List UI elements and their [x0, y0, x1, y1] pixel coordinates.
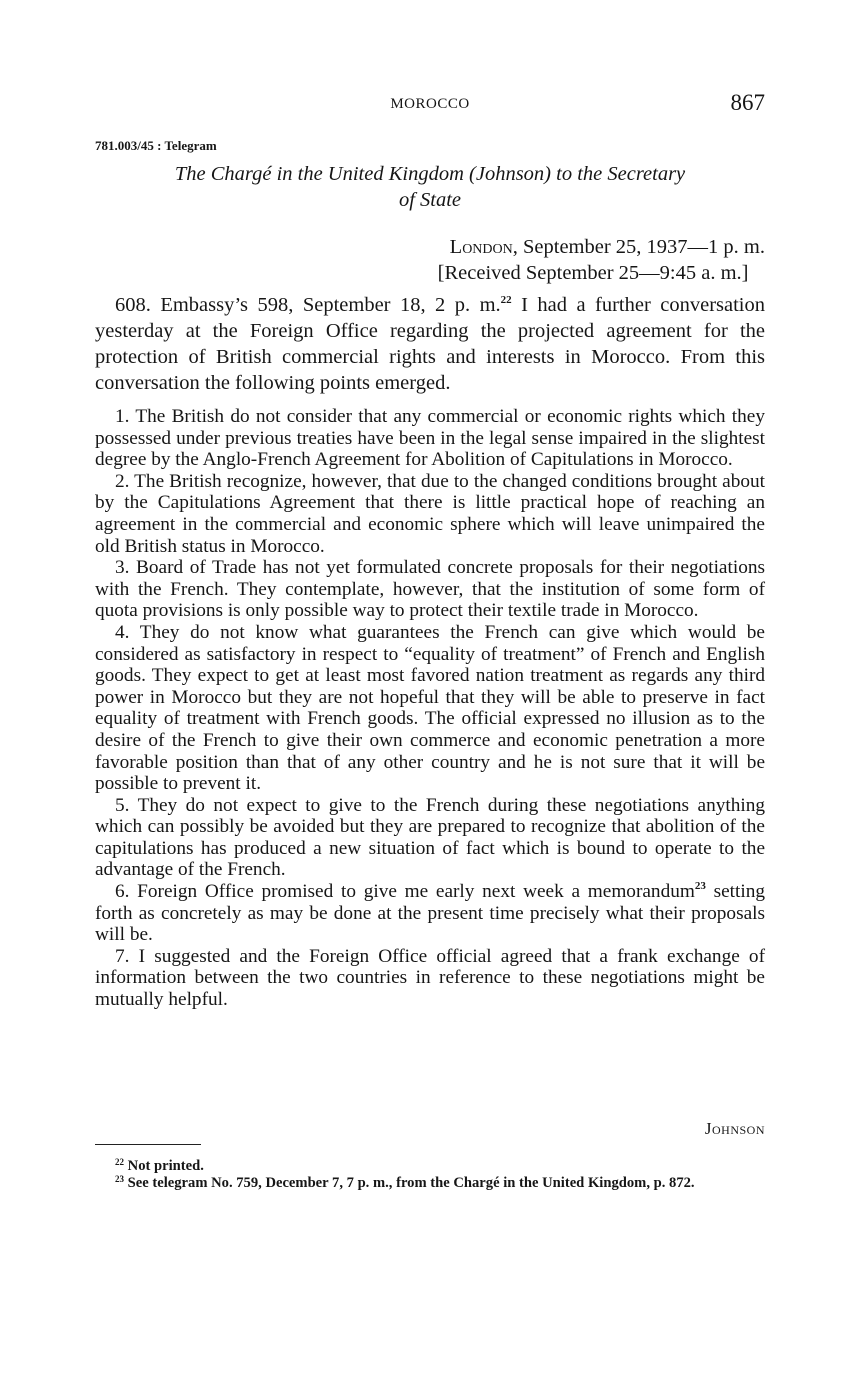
point-3: 3. Board of Trade has not yet formulated concrete proposals for their negotiations with the French. They contemplate, however, that the institution of some form of quota provisions is only possible way to protect their textile trade in Morocco. [95, 557, 765, 622]
point-6 [95, 881, 765, 946]
footnote-22-mark: 22 [115, 1157, 124, 1167]
signature: Johnson [704, 1119, 765, 1138]
footnote-ref-23[interactable]: 23 [694, 880, 706, 893]
points-list [95, 406, 765, 1011]
dateline-sent [438, 234, 765, 260]
point-1: 1. The British do not consider that any commercial or economic rights which they possessed under previous treaties have been in the legal sense impaired in the slightest degree by the Anglo-French Agreement for Abolition of Capitulations in Morocco. [95, 406, 765, 471]
title-line-1: The Chargé in the United Kingdom (Johnson) to the Secretary [174, 163, 686, 185]
point-6-rest: setting forth as concretely as may be done at the present time precisely what their proposals will be. [95, 881, 765, 946]
footnote-23-text: See telegram No. 759, December 7, 7 p. m., from the Chargé in the United Kingdom, p. 872. [127, 1175, 695, 1191]
file-reference: 781.003/45 : Telegram [95, 138, 217, 153]
point-4: 4. They do not know what guarantees the French can give which would be considered as satisfactory in respect to “equality of treatment” of French and English goods. They expect to get at least most favored nation treatment as regards any third power in Morocco but they are not hopeful that they will be able to preserve in fact equality of treatment with French goods. The official expressed no illusion as to the desire of the French to give their own commerce and economic penetration a more favorable position than that of any other country and he is not sure that it will be possible to prevent it. [95, 621, 765, 795]
document-title [95, 161, 765, 213]
opening-text-start: 608. Embassy’s 598, September 18, 2 p. m. [115, 294, 501, 316]
opening-text-rest: I had a further conversation yesterday at the Foreign Office regarding the projected agreement for the protection of British commercial rights and interests in Morocco. From this conversation the following points emerged. [95, 294, 765, 394]
dateline-received: [Received September 25—9:45 a. m.] [437, 262, 749, 284]
title-line-2: of State [398, 189, 462, 211]
footnote-ref-22[interactable]: 22 [500, 294, 512, 306]
point-2: 2. The British recognize, however, that due to the changed conditions brought about by the Capitulations Agreement that there is little practical hope of reaching an agreement in the commercial and economic sphere which will leave unimpaired the old British status in Morocco. [95, 470, 765, 557]
footnote-divider [95, 1144, 201, 1145]
point-7: 7. I suggested and the Foreign Office official agreed that a frank exchange of information between the two countries in reference to these negotiations might be mutually helpful. [95, 945, 765, 1011]
dateline-date: , September 25, 1937—1 p. m. [512, 236, 765, 258]
running-head: MOROCCO [390, 96, 470, 112]
point-6-start: 6. Foreign Office promised to give me early next week a memorandum [115, 881, 695, 903]
opening-paragraph [95, 292, 765, 396]
dateline-place: London [449, 236, 513, 258]
footnote-23 [95, 1175, 765, 1192]
footnotes [95, 1158, 765, 1192]
footnote-22 [95, 1158, 765, 1175]
dateline [438, 234, 765, 286]
page-header [95, 92, 765, 122]
point-5: 5. They do not expect to give to the French during these negotiations anything which can possibly be avoided but they are prepared to recognize that abolition of the capitulations has produced a new situation of fact which is bound to operate to the advantage of the French. [95, 794, 765, 881]
footnote-22-text: Not printed. [127, 1158, 204, 1174]
footnote-23-mark: 23 [115, 1174, 124, 1184]
page-number: 867 [730, 90, 765, 115]
